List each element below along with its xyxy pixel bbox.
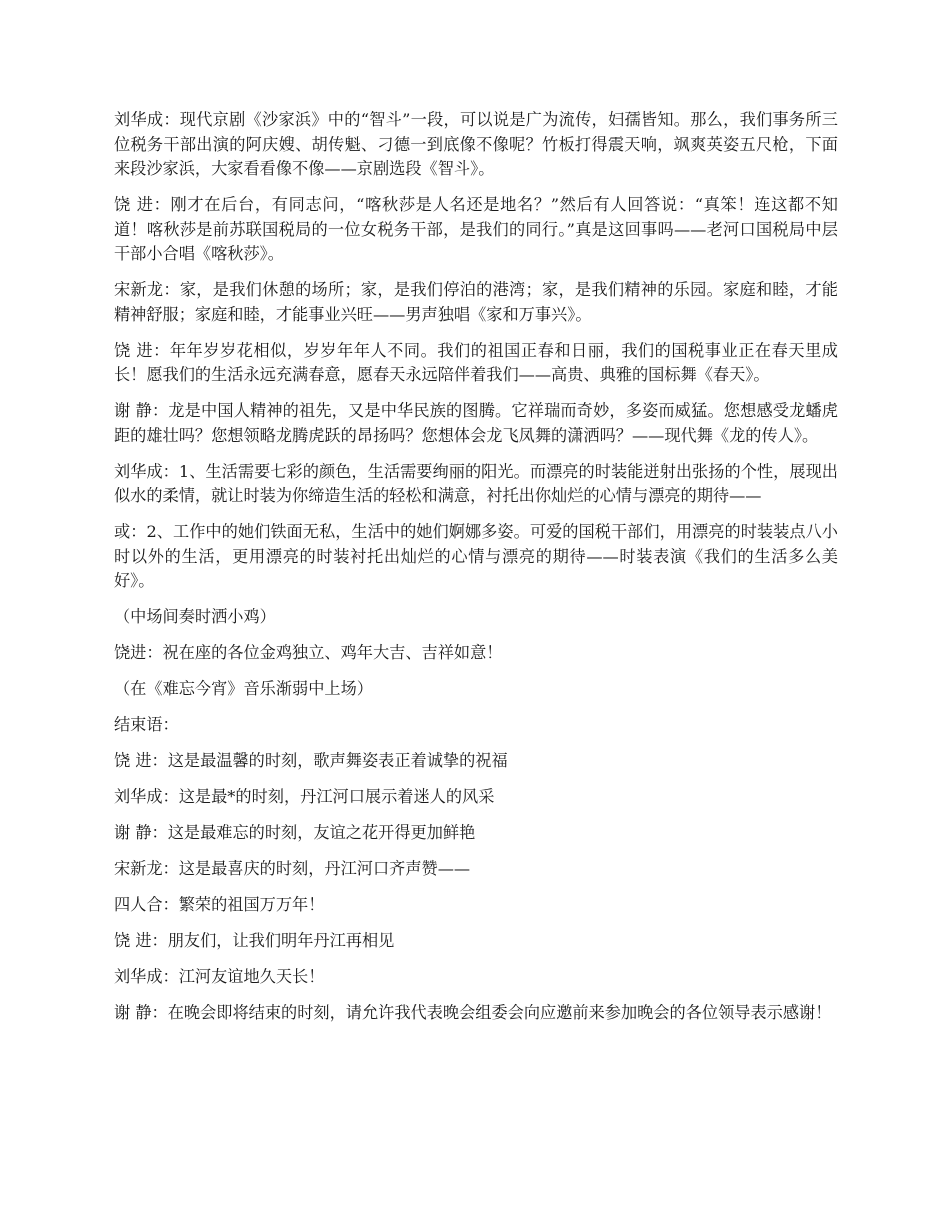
paragraph: 谢 静：在晚会即将结束的时刻，请允许我代表晚会组委会向应邀前来参加晚会的各位领导表示感谢！ (114, 1003, 832, 1022)
paragraph: 饶进：祝在座的各位金鸡独立、鸡年大吉、吉祥如意！ (114, 643, 503, 662)
paragraph: 饶 进：刚才在后台，有同志问，“喀秋莎是人名还是地名？”然后有人回答说：“真笨！连这都不知道！喀秋莎是前苏联国税局的一位女税务干部，是我们的同行。”真是这回事吗——老河口国税局中层干部小合唱《喀秋莎》。 (114, 195, 838, 263)
paragraph: 宋新龙：家，是我们休憩的场所；家，是我们停泊的港湾；家，是我们精神的乐园。家庭和睦，才能精神舒服；家庭和睦，才能事业兴旺——男声独唱《家和万事兴》。 (114, 280, 838, 324)
paragraph: 饶 进：这是最温馨的时刻，歌声舞姿表正着诚挚的祝福 (114, 751, 508, 770)
paragraph: 谢 静：这是最难忘的时刻，友谊之花开得更加鲜艳 (114, 823, 476, 842)
paragraph: 刘华成：1、生活需要七彩的颜色，生活需要绚丽的阳光。而漂亮的时装能迸射出张扬的个性，展现出似水的柔情，就让时装为你缔造生活的轻松和满意，衬托出你灿烂的心情与漂亮的期待—— (114, 461, 838, 505)
paragraph: （中场间奏时洒小鸡） (114, 607, 276, 626)
paragraph: 饶 进：年年岁岁花相似，岁岁年年人不同。我们的祖国正春和日丽，我们的国税事业正在春天里成长！愿我们的生活永远充满春意，愿春天永远陪伴着我们——高贵、典雅的国标舞《春天》。 (114, 340, 838, 384)
paragraph: （在《难忘今宵》音乐渐弱中上场） (114, 679, 373, 698)
paragraph: 刘华成：江河友谊地久天长！ (114, 967, 325, 986)
paragraph: 谢 静：龙是中国人精神的祖先，又是中华民族的图腾。它祥瑞而奇妙，多姿而威猛。您想感受龙蟠虎距的雄壮吗？您想领略龙腾虎跃的昂扬吗？您想体会龙飞凤舞的潇洒吗？——现代舞《龙的传人》。 (114, 401, 838, 445)
paragraph: 刘华成：现代京剧《沙家浜》中的“智斗”一段，可以说是广为流传，妇孺皆知。那么，我们事务所三位税务干部出演的阿庆嫂、胡传魁、刁德一到底像不像呢？竹板打得震天响，飒爽英姿五尺枪，下面来段沙家浜，大家看看像不像——京剧选段《智斗》。 (114, 110, 838, 178)
paragraph: 刘华成：这是最*的时刻，丹江河口展示着迷人的风采 (114, 787, 495, 806)
paragraph: 四人合：繁荣的祖国万万年！ (114, 895, 325, 914)
paragraph: 结束语： (114, 715, 179, 734)
paragraph: 或：2、工作中的她们铁面无私，生活中的她们婀娜多姿。可爱的国税干部们，用漂亮的时装装点八小时以外的生活，更用漂亮的时装衬托出灿烂的心情与漂亮的期待——时装表演《我们的生活多么美好》。 (114, 522, 838, 590)
paragraph: 饶 进：朋友们，让我们明年丹江再相见 (114, 931, 395, 950)
paragraph: 宋新龙：这是最喜庆的时刻，丹江河口齐声赞—— (114, 859, 471, 878)
document-page (114, 108, 838, 1037)
